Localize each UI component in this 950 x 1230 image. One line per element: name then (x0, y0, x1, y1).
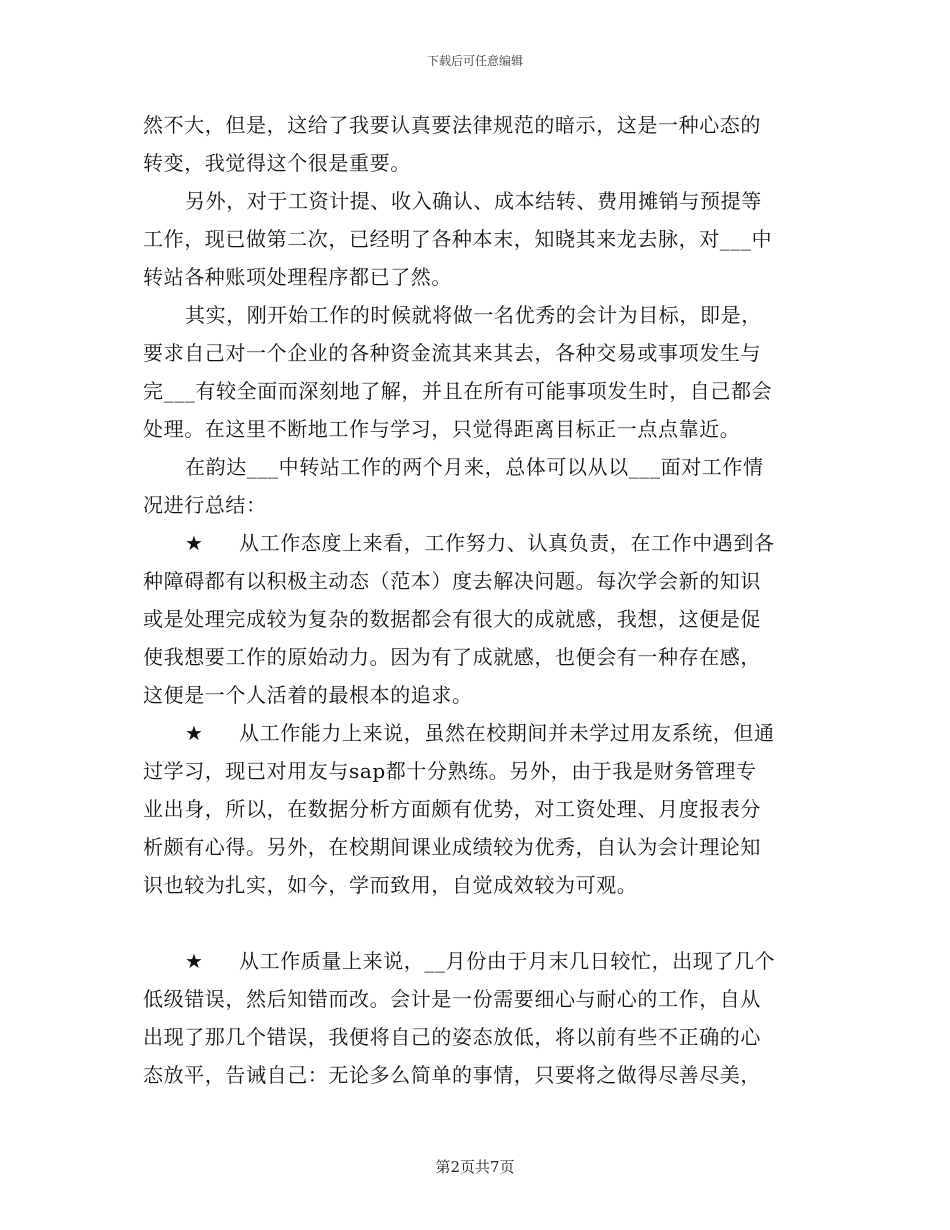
bullet-text: 从工作质量上来说，__月份由于月末几日较忙，出现了几个 (239, 949, 776, 973)
bullet-line-attitude (143, 524, 807, 562)
text-line: 低级错误，然后知错而改。会计是一份需要细心与耐心的工作，自从 (143, 987, 761, 1011)
text-line: 工作，现已做第二次，已经明了各种本末，知晓其来龙去脉，对___中 (143, 227, 773, 251)
text-line: 转站各种账项处理程序都已了然。 (143, 265, 452, 289)
text-line: 然不大，但是，这给了我要认真要法律规范的暗示，这是一种心态的 (143, 113, 761, 137)
star-bullet-icon: ★ (185, 531, 204, 555)
bullet-text: 从工作态度上来看，工作努力、认真负责，在工作中遇到各 (239, 531, 775, 555)
text-line: 析颇有心得。另外，在校期间课业成绩较为优秀，自认为会计理论知 (143, 835, 761, 859)
text-line: 转变，我觉得这个很是重要。 (143, 151, 411, 175)
star-bullet-icon: ★ (185, 949, 204, 973)
text-line: 要求自己对一个企业的各种资金流其来其去，各种交易或事项发生与 (143, 341, 761, 365)
text-line: 识也较为扎实，如今，学而致用，自觉成效较为可观。 (143, 873, 638, 897)
bullet-line-ability (143, 714, 807, 752)
text-line: 处理。在这里不断地工作与学习，只觉得距离目标正一点点靠近。 (143, 417, 741, 441)
page-number: 第2页共7页 (435, 1158, 515, 1176)
text-line: 态放平，告诫自己：无论多么简单的事情，只要将之做得尽善尽美， (143, 1063, 761, 1087)
document-body (143, 106, 807, 1094)
text-line: 况进行总结： (143, 493, 267, 517)
page-header-note: 下载后可任意编辑 (426, 54, 523, 68)
star-bullet-icon: ★ (185, 721, 204, 745)
text-line: 过学习，现已对用友与sap都十分熟练。另外，由于我是财务管理专 (143, 759, 757, 783)
text-line: 种障碍都有以积极主动态（范本）度去解决问题。每次学会新的知识 (143, 569, 761, 593)
paragraph-gap (143, 904, 807, 942)
paragraph-start-line: 另外，对于工资计提、收入确认、成本结转、费用摊销与预提等 (185, 189, 762, 213)
bullet-line-quality (143, 942, 807, 980)
text-line: 使我想要工作的原始动力。因为有了成就感，也便会有一种存在感， (143, 645, 761, 669)
text-line: 这便是一个人活着的最根本的追求。 (143, 683, 473, 707)
text-line: 完___有较全面而深刻地了解，并且在所有可能事项发生时，自己都会 (143, 379, 773, 403)
paragraph-start-line: 在韵达___中转站工作的两个月来，总体可以从以___面对工作情 (185, 455, 764, 479)
text-line: 或是处理完成较为复杂的数据都会有很大的成就感，我想，这便是促 (143, 607, 761, 631)
paragraph-start-line: 其实，刚开始工作的时候就将做一名优秀的会计为目标，即是， (185, 303, 762, 327)
text-line: 业出身，所以，在数据分析方面颇有优势，对工资处理、月度报表分 (143, 797, 761, 821)
bullet-text: 从工作能力上来说，虽然在校期间并未学过用友系统，但通 (239, 721, 775, 745)
text-line: 出现了那几个错误，我便将自己的姿态放低，将以前有些不正确的心 (143, 1025, 761, 1049)
